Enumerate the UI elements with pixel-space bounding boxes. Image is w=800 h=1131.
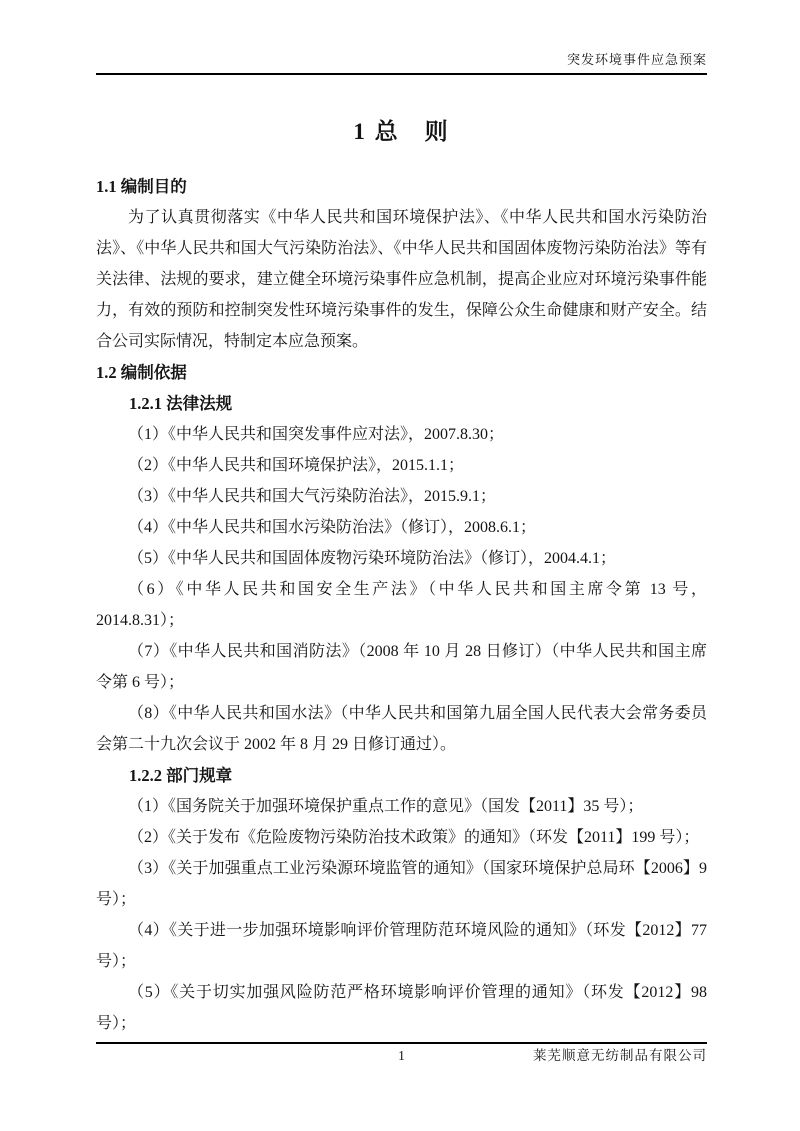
running-header-title: 突发环境事件应急预案 [566, 52, 707, 67]
page-number: 1 [398, 1048, 405, 1063]
chapter-title: 1 总 则 [353, 119, 450, 144]
section-heading-1-1: 1.1 编制目的 [96, 177, 187, 196]
legal-item-7: （7）《中华人民共和国消防法》（2008 年 10 月 28 日修订）（中华人民共和国主席令第 6 号）； [96, 643, 707, 691]
legal-item-2: （2）《中华人民共和国环境保护法》，2015.1.1； [128, 457, 465, 474]
regulation-item-3: （3）《关于加强重点工业污染源环境监管的通知》（国家环境保护总局环【2006】9 号）； [96, 860, 707, 908]
regulation-item-1: （1）《国务院关于加强环境保护重点工作的意见》（国发【2011】35 号）； [128, 798, 644, 815]
legal-item-8: （8）《中华人民共和国水法》（中华人民共和国第九届全国人民代表大会常务委员会第二十九次会议于 2002 年 8 月 29 日修订通过）。 [96, 705, 707, 753]
company-name: 莱芜顺意无纺制品有限公司 [533, 1048, 707, 1063]
regulation-item-2: （2）《关于发布《危险废物污染防治技术政策》的通知》（环发【2011】199 号）； [128, 829, 700, 846]
legal-item-4: （4）《中华人民共和国水污染防治法》（修订），2008.6.1； [128, 519, 537, 536]
legal-item-6: （6）《中华人民共和国安全生产法》（中华人民共和国主席令第 13 号，2014.8.31）； [96, 581, 707, 629]
header-rule [96, 73, 707, 75]
document-body [96, 171, 707, 1039]
regulation-item-5: （5）《关于切实加强风险防范严格环境影响评价管理的通知》（环发【2012】98 号）； [96, 984, 707, 1032]
subsection-heading-1-2-1: 1.2.1 法律法规 [129, 394, 233, 413]
section-heading-1-2: 1.2 编制依据 [96, 363, 187, 382]
regulation-item-4: （4）《关于进一步加强环境影响评价管理防范环境风险的通知》（环发【2012】77 号）； [96, 922, 707, 970]
footer-rule [96, 1042, 707, 1044]
footer-row [96, 1047, 707, 1065]
legal-item-3: （3）《中华人民共和国大气污染防治法》，2015.9.1； [128, 488, 497, 505]
legal-item-5: （5）《中华人民共和国固体废物污染环境防治法》（修订），2004.4.1； [128, 550, 617, 567]
legal-item-1: （1）《中华人民共和国突发事件应对法》，2007.8.30； [128, 426, 505, 443]
subsection-heading-1-2-2: 1.2.2 部门规章 [129, 766, 233, 785]
page-footer [96, 1042, 707, 1065]
paragraph-purpose: 为了认真贯彻落实《中华人民共和国环境保护法》、《中华人民共和国水污染防治法》、《中华人民共和国大气污染防治法》、《中华人民共和国固体废物污染防治法》等有关法律、法规的要求，建立健全环境污染事件应急机制，提高企业应对环境污染事件能力，有效的预防和控制突发性环境污染事件的发生，保障公众生命健康和财产安全。结合公司实际情况，特制定本应急预案。 [96, 209, 707, 350]
